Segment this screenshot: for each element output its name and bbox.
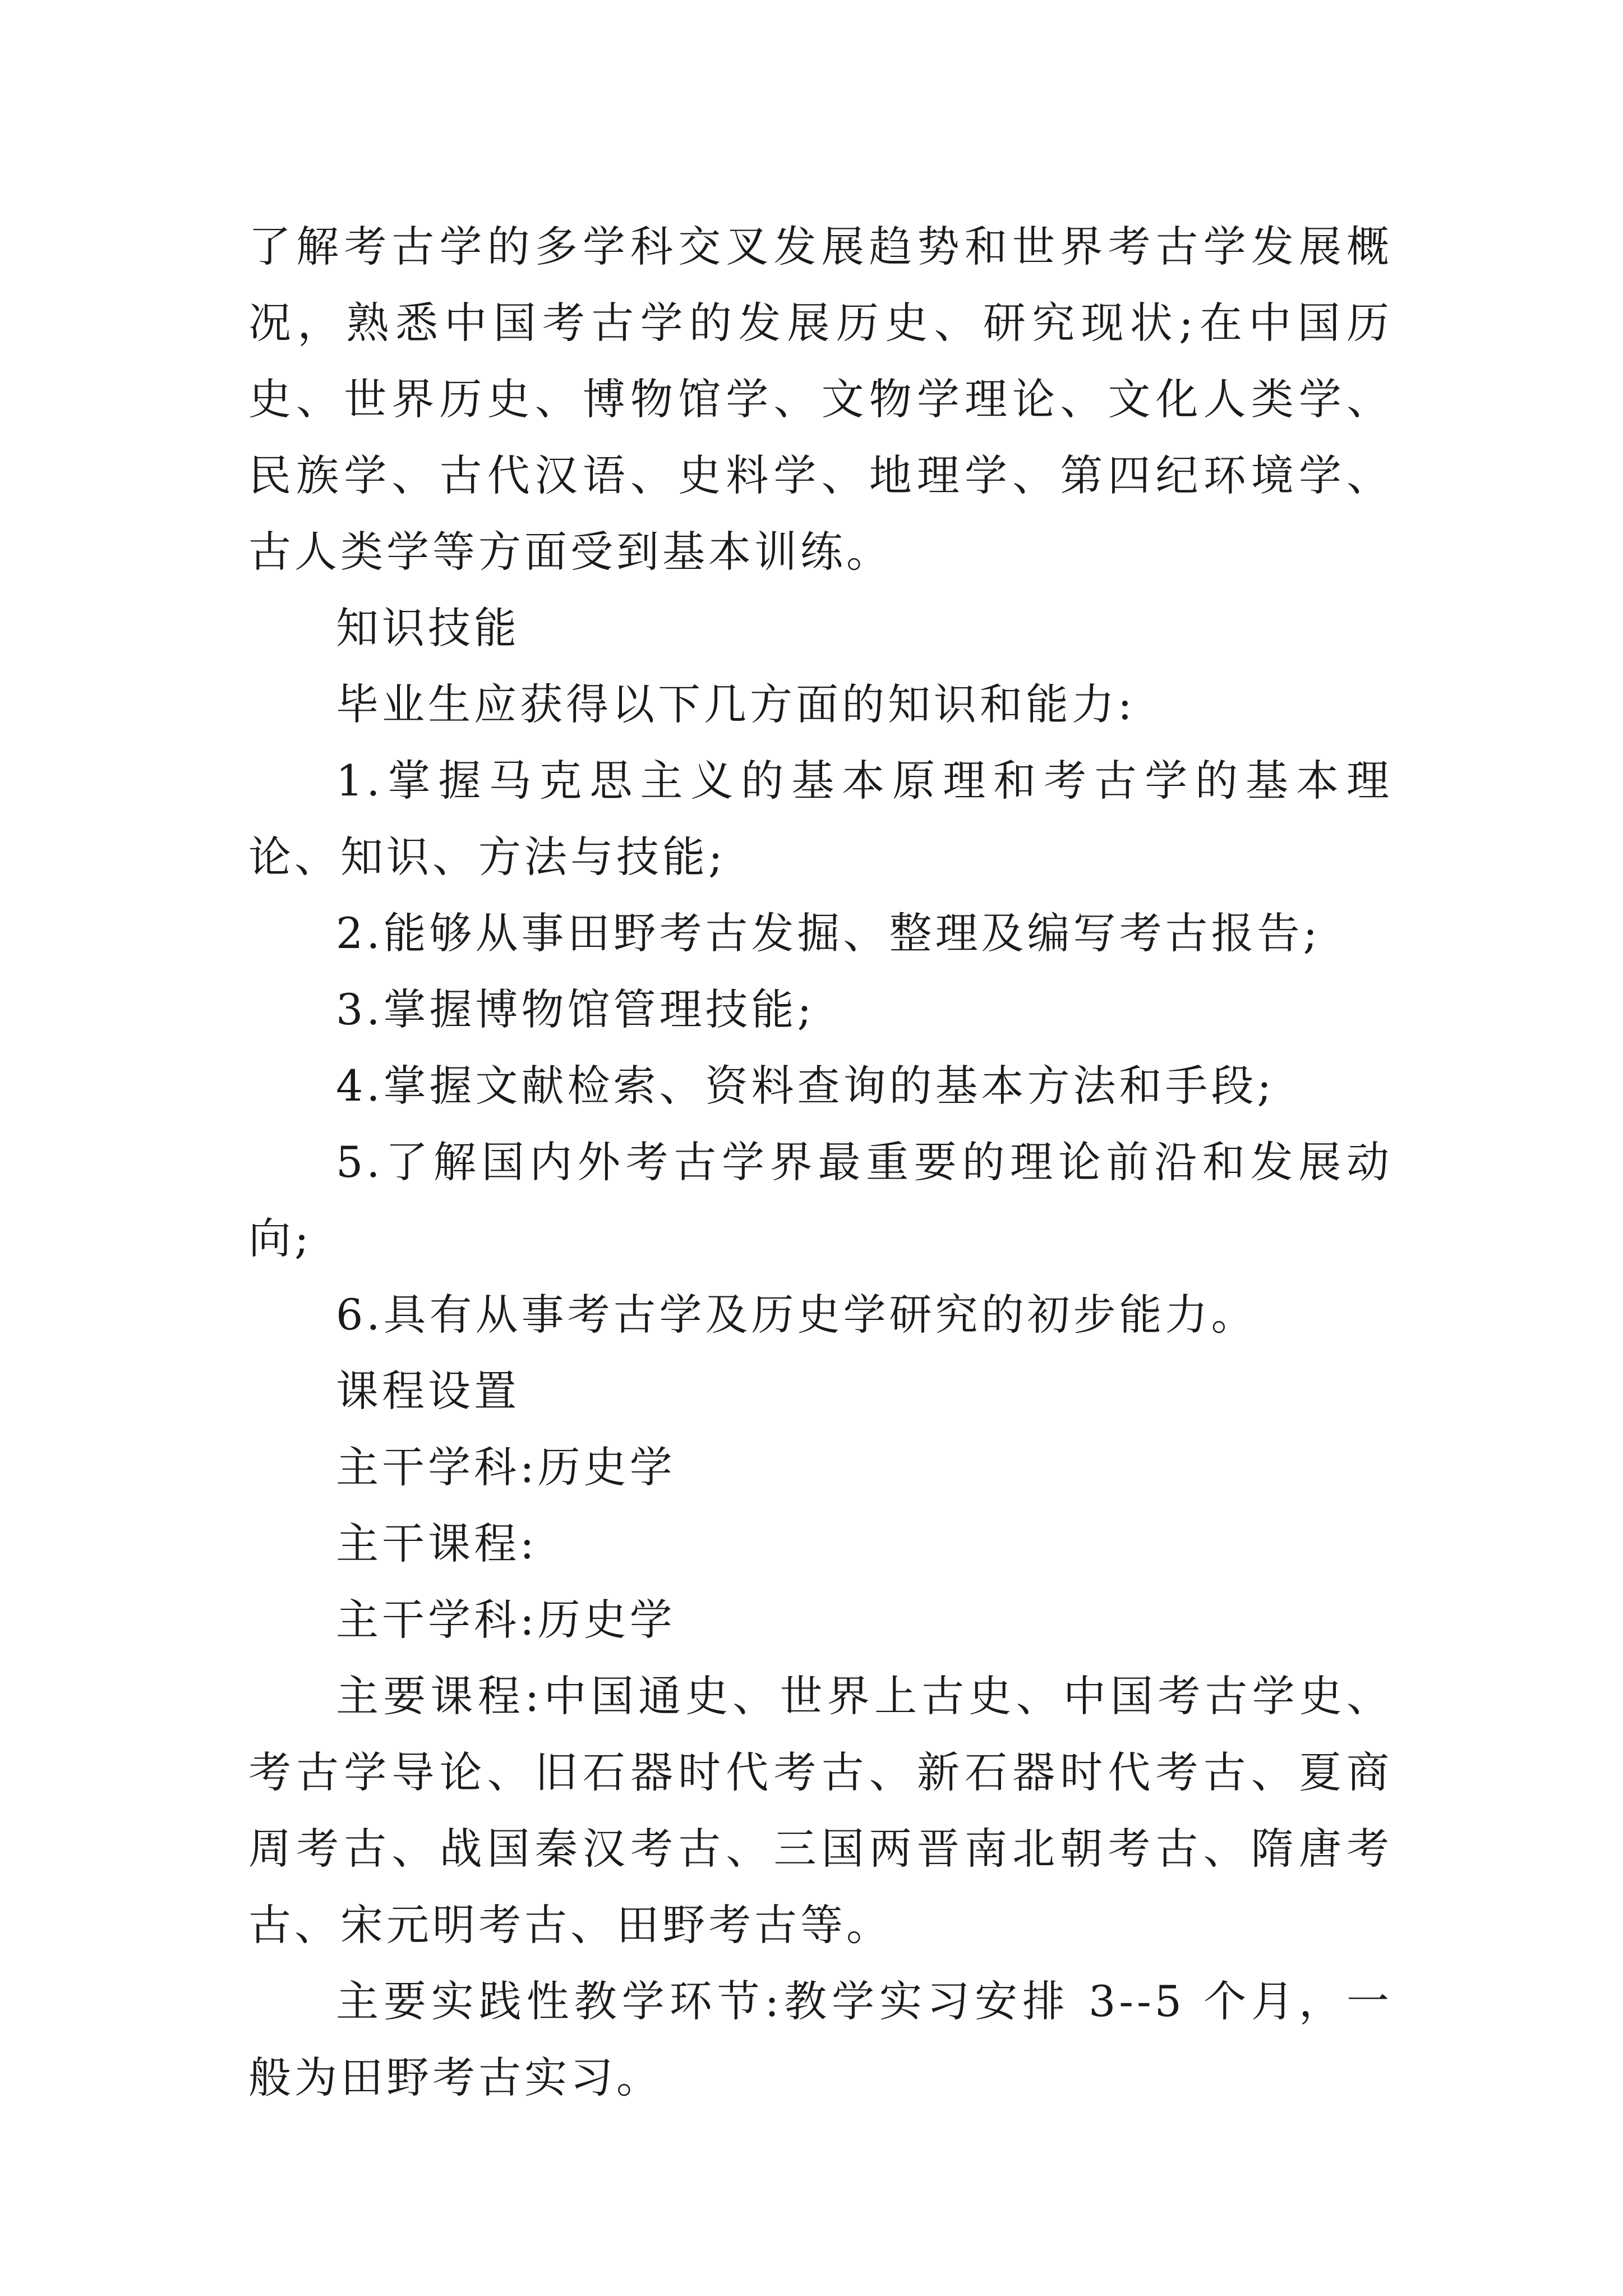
list-item-2: 2.能够从事田野考古发掘、整理及编写考古报告;	[336, 908, 1321, 958]
list-item-1: 1.掌握马克思主义的基本原理和考古学的基本理论、知识、方法与技能;	[248, 756, 1393, 882]
list-item-6: 6.具有从事考古学及历史学研究的初步能力。	[336, 1290, 1257, 1340]
heading-knowledge-skills: 知识技能	[336, 603, 520, 653]
document-body	[248, 209, 1393, 2116]
paragraph-intro-continuation: 了解考古学的多学科交叉发展趋势和世界考古学发展概况，熟悉中国考古学的发展历史、研究现状;在中国历史、世界历史、博物馆学、文物学理论、文化人类学、民族学、古代汉语、史料学、地理学、第四纪环境学、古人类学等方面受到基本训练。	[248, 222, 1393, 577]
list-item-3: 3.掌握博物馆管理技能;	[336, 984, 815, 1034]
paragraph-practice: 主要实践性教学环节:教学实习安排 3--5 个月，一般为田野考古实习。	[248, 1976, 1393, 2102]
list-item-4: 4.掌握文献检索、资料查询的基本方法和手段;	[336, 1061, 1275, 1111]
paragraph-graduate-abilities: 毕业生应获得以下几方面的知识和能力:	[336, 679, 1136, 729]
list-item-5: 5.了解国内外考古学界最重要的理论前沿和发展动向;	[248, 1137, 1393, 1263]
main-discipline-repeat: 主干学科:历史学	[336, 1595, 676, 1645]
main-courses-label: 主干课程:	[336, 1519, 538, 1568]
main-discipline: 主干学科:历史学	[336, 1442, 676, 1492]
paragraph-main-courses: 主要课程:中国通史、世界上古史、中国考古学史、考古学导论、旧石器时代考古、新石器时代考古、夏商周考古、战国秦汉考古、三国两晋南北朝考古、隋唐考古、宋元明考古、田野考古等。	[248, 1671, 1393, 1950]
heading-curriculum: 课程设置	[336, 1366, 520, 1416]
